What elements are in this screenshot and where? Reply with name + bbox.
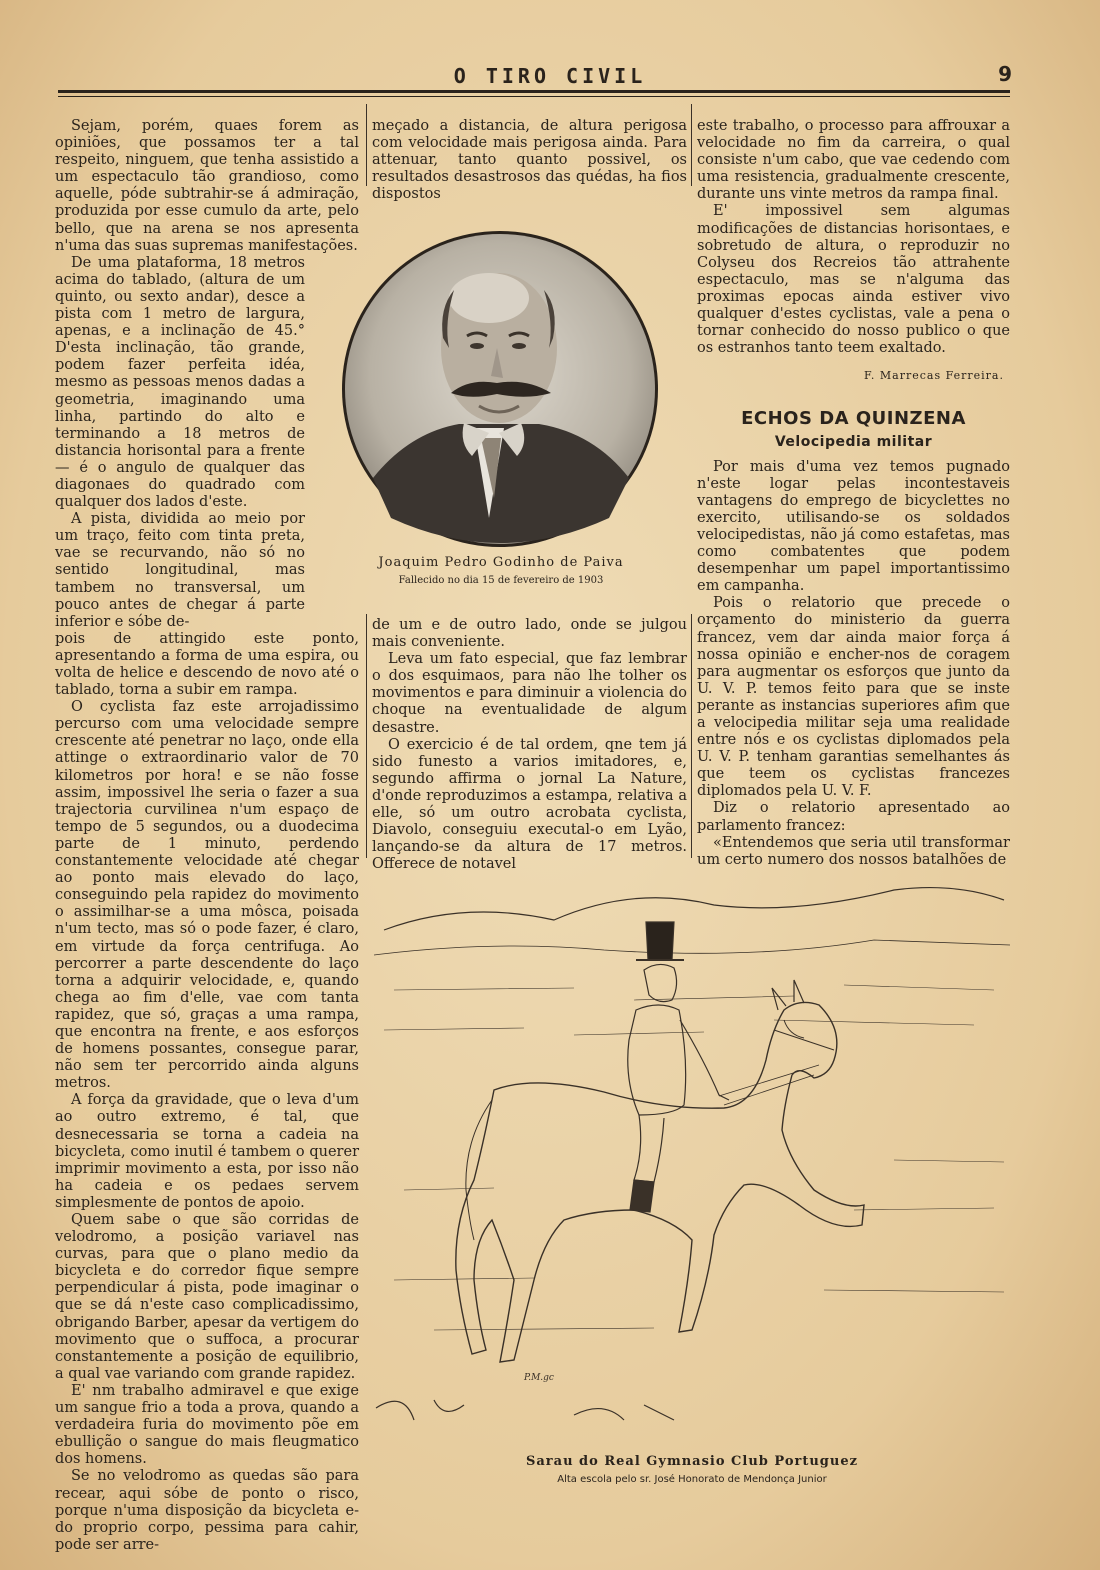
paragraph: Quem sabe o que são corridas de velodromo, a posição variavel nas curvas, para que o plano medio da bicycleta e do corredor fique sempre perpendicular á pista, pode imaginar o que se dá n'este caso complicadissimo, obrigando Barber, apesar da vertigem do movimento que o suffoca, a procurar constantemente a posição de equilibrio, a qual vae variando com grande rapidez.	[55, 1212, 359, 1382]
paragraph: E' impossivel sem algumas modificações de distancias horisontaes, e sobretudo de altura, o reproduzir no Colyseu dos Recreios tão attrahente espectaculo, mas se n'alguma das proximas epocas ainda estiver vivo qualquer d'estes cyclistas, vale a pena o tornar conhecido do nosso publico o que os estranhos tanto teem exaltado.	[697, 203, 1010, 357]
paragraph: De uma plataforma, 18 metros acima do tablado, (altura de um quinto, ou sexto andar), desce a pista com 1 metro de largura, apenas, e a inclinação de 45.° D'esta inclinação, tão grande, podem fazer perfeita idéa, mesmo as pessoas menos dadas a geometria, imaginando uma linha, partindo do alto e terminando a 18 metros de distancia horisontal para a frente — é o angulo de qualquer das diagonaes do quadrado com qualquer dos lados d'este.	[55, 254, 305, 511]
paragraph: de um e de outro lado, onde se julgou mais conveniente.	[372, 617, 687, 651]
paragraph: Sejam, porém, quaes forem as opiniões, que possamos ter a tal respeito, ninguem, que tenha assistido a um espectaculo tão grandioso, como aquelle, póde subtrahir-se á admiração, produzida por esse cumulo da arte, pelo bello, que na arena se nos apresenta n'uma das suas supremas manifestações.	[55, 118, 359, 254]
paragraph: Por mais d'uma vez temos pugnado n'este logar pelas incontestaveis vantagens do emprego de bicyclettes no exercito, utilisando-se os soldados velocipedistas, não já como estafetas, mas como combatentes que podem desempenhar um papel importantissimo em campanha.	[697, 458, 1010, 595]
column-divider	[366, 614, 367, 858]
paragraph: meçado a distancia, de altura perigosa com velocidade mais perigosa ainda. Para attenuar, tanto quanto possivel, os resultados desastrosos das quédas, ha fios dispostos	[372, 118, 687, 203]
paragraph: Diz o relatorio apresentado ao parlamento francez:	[697, 800, 1010, 834]
illustration-subcaption: Alta escola pelo sr. José Honorato de Mendonça Junior	[557, 1474, 827, 1485]
paragraph: Se no velodromo as quedas são para recear, aqui sóbe de ponto o risco, porque n'uma disposição da bicycleta e-do proprio corpo, pessima para cahir, pode ser arre-	[55, 1468, 359, 1553]
column-2-top	[372, 118, 687, 203]
paragraph: «Entendemos que seria util transformar um certo numero dos nossos batalhões de	[697, 834, 1010, 868]
header-rule-thin	[58, 96, 1010, 97]
masthead	[0, 58, 1100, 88]
column-3	[697, 118, 1010, 869]
paragraph: E' nm trabalho admiravel e que exige um sangue frio a toda a prova, quando a verdadeira furia do movimento põe em ebullição o sangue do mais fleugmatico dos homens.	[55, 1382, 359, 1468]
portrait-caption: Joaquim Pedro Godinho de Paiva	[378, 555, 624, 570]
newspaper-title: O TIRO CIVIL	[453, 64, 647, 88]
illustration-caption: Sarau do Real Gymnasio Club Portuguez	[525, 1454, 858, 1469]
author-signature: F. Marrecas Ferreira.	[863, 369, 1004, 383]
horse-rider-illustration	[374, 860, 1010, 1450]
column-divider	[691, 614, 692, 858]
paragraph: O cyclista faz este arrojadissimo percurso com uma velocidade sempre crescente até penetrar no laço, onde ella attinge o extraordinario valor de 70 kilometros por hora! e se não fosse assim, impossivel lhe seria o fazer a sua trajectoria curvilinea n'um espaço de tempo de 5 segundos, ou a duodecima parte de 1 minuto, perdendo constantemente velocidade até chegar ao ponto mais elevado do laço, conseguindo pela rapidez do movimento o assimilhar-se a uma môsca, poisada n'um tecto, mas só o pode fazer, é claro, em virtude da força centrifuga. Ao percorrer a parte descendente do laço torna a adquirir velocidade, e, quando chega ao fim d'elle, vae com tanta rapidez, que só, graças a uma rampa, que encontra na frente, e aos esforços de homens possantes, consegue parar, não sem ter percorrido ainda alguns metros.	[55, 699, 359, 1092]
portrait-subcaption: Fallecido no dia 15 de fevereiro de 1903	[398, 575, 604, 586]
paragraph: este trabalho, o processo para affrouxar a velocidade no fim da carreira, o qual consiste n'um cabo, que vae cedendo com uma resistencia, gradualmente crescente, durante uns vinte metros da rampa final.	[697, 118, 1010, 203]
paragraph: Pois o relatorio que precede o orçamento do ministerio da guerra francez, vem dar ainda maior força á nossa opinião e encher-nos de coragem para augmentar os esforços que junto da U. V. P. temos feito para que se inste perante as instancias superiores afim que a velocipedia militar seja uma realidade entre nós e os cyclistas diplomados pela U. V. P. tenham garantias semelhantes ás que teem os cyclistas francezes diplomados pela U. V. F.	[697, 595, 1010, 800]
portrait-photo	[339, 228, 661, 550]
artist-mark: P.M.gc	[524, 1373, 554, 1383]
paragraph: pois de attingido este ponto, apresentando a forma de uma espira, ou volta de helice e descendo de novo até o tablado, torna a subir em rampa.	[55, 630, 359, 699]
paragraph: A força da gravidade, que o leva d'um ao outro extremo, é tal, que desnecessaria se torna a cadeia na bicycleta, como inutil é tambem o querer imprimir movimento a esta, por isso não ha cadeia e os pedaes servem simplesmente de pontos de apoio.	[55, 1092, 359, 1211]
header-rule	[58, 90, 1010, 93]
section-subtitle: Velocipedia militar	[774, 433, 933, 450]
column-2-bottom	[372, 617, 687, 873]
page-number: 9	[998, 62, 1012, 86]
section-title: ECHOS DA QUINZENA	[741, 408, 966, 430]
paragraph: A pista, dividida ao meio por um traço, feito com tinta preta, vae se recurvando, não só no sentido longitudinal, mas tambem no transversal, um pouco antes de chegar á parte inferior e sóbe de-	[55, 511, 305, 630]
column-divider	[366, 104, 367, 186]
column-divider	[691, 104, 692, 186]
paragraph: Leva um fato especial, que faz lembrar o dos esquimaos, para não lhe tolher os movimentos e para diminuir a violencia do choque na eventualidade de algum desastre.	[372, 651, 687, 736]
column-1	[55, 118, 359, 1554]
paragraph: O exercicio é de tal ordem, qne tem já sido funesto a varios imitadores, e, segundo affirma o jornal La Nature, d'onde reproduzimos a estampa, relativa a elle, só um outro acrobata cyclista, Diavolo, conseguiu executal-o em Lyão, lançando-se da altura de 17 metros. Offerece de notavel	[372, 736, 687, 873]
